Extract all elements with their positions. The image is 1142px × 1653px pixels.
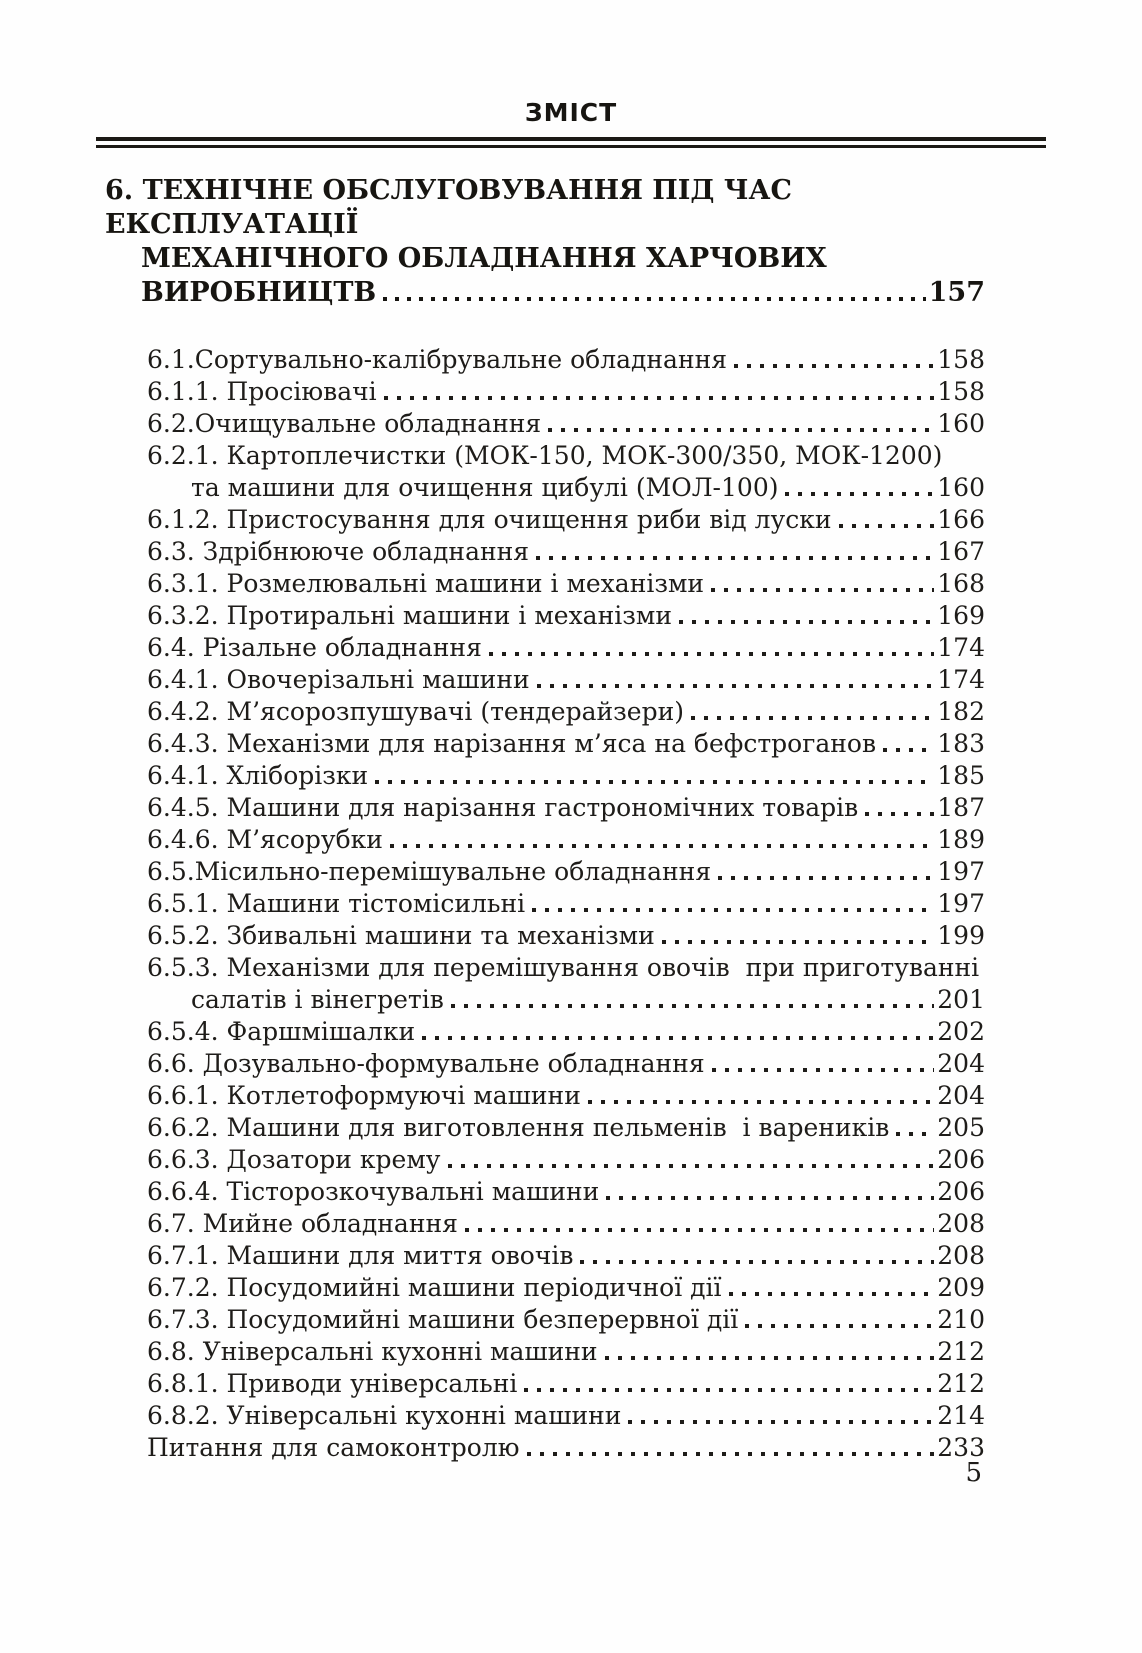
toc-entry-row (147, 856, 985, 888)
dot-leader (537, 684, 935, 688)
page-number: 199 (937, 921, 985, 950)
toc-entry-label: 6.4.5. Машини для нарізання гастрономічних товарів (147, 793, 859, 822)
toc-entry-label: 6.8. Універсальні кухонні машини (147, 1337, 598, 1366)
dot-leader (548, 428, 934, 432)
chapter-title-text: ТЕХНІЧНЕ ОБСЛУГОВУВАННЯ ПІД ЧАС ЕКСПЛУАТАЦІЇ (105, 175, 792, 240)
page-number: 197 (937, 889, 985, 918)
dot-leader (679, 620, 934, 624)
toc-entry-row (147, 1016, 985, 1048)
page-number: 206 (937, 1145, 985, 1174)
dot-leader (883, 748, 934, 752)
dot-leader (465, 1228, 934, 1232)
toc-entry (147, 600, 985, 632)
page-number: 183 (937, 729, 985, 758)
toc-entry-row (147, 1336, 985, 1368)
toc-entry-label: 6.1.1. Просіювачі (147, 377, 377, 406)
toc-entry (147, 760, 985, 792)
dot-leader (383, 297, 925, 301)
toc-entry-row (147, 344, 985, 376)
toc-entry-label: 6.4.3. Механізми для нарізання м’яса на бефстроганов (147, 729, 877, 758)
toc-entry (147, 1208, 985, 1240)
toc-entry (147, 344, 985, 376)
toc-entry (147, 440, 985, 504)
dot-leader (605, 1356, 935, 1360)
toc-entry-row (147, 632, 985, 664)
toc-entry (147, 1144, 985, 1176)
toc-entry-row (147, 1368, 985, 1400)
dot-leader (524, 1388, 934, 1392)
page-number: 182 (937, 697, 985, 726)
toc-entry-row (147, 1048, 985, 1080)
page-number: 158 (937, 345, 985, 374)
page-number: 174 (937, 665, 985, 694)
dot-leader (532, 908, 934, 912)
toc-entry (147, 536, 985, 568)
dot-leader (711, 588, 934, 592)
toc-entry (147, 824, 985, 856)
header-double-rule (96, 137, 1046, 148)
page-number: 204 (937, 1049, 985, 1078)
dot-leader (588, 1100, 934, 1104)
page-number: 185 (937, 761, 985, 790)
chapter-page-number: 157 (928, 277, 985, 308)
page-number: 208 (937, 1241, 985, 1270)
toc-entry-label: 6.4.1. Хліборізки (147, 761, 369, 790)
page-number: 210 (937, 1305, 985, 1334)
toc-entry-row (147, 1400, 985, 1432)
toc-entry-label: 6.3.2. Протиральні машини і механізми (147, 601, 672, 630)
toc-entry-label: 6.6.1. Котлетоформуючі машини (147, 1081, 581, 1110)
toc-entry-row (147, 1144, 985, 1176)
toc-entry-row (147, 664, 985, 696)
page-title: ЗМІСТ (524, 98, 618, 127)
toc-entry (147, 1112, 985, 1144)
toc-entry (147, 728, 985, 760)
page-number: 197 (937, 857, 985, 886)
toc-entry-label: та машини для очищення цибулі (МОЛ-100) (191, 473, 779, 502)
toc-entry-row (147, 984, 985, 1016)
page-number: 168 (937, 569, 985, 598)
toc-entry-row (147, 376, 985, 408)
toc-entry (147, 1336, 985, 1368)
toc-entry-label: 6.8.2. Універсальні кухонні машини (147, 1401, 622, 1430)
toc-entry (147, 1368, 985, 1400)
chapter-title-line-1 (105, 174, 985, 242)
toc-content (105, 174, 985, 1464)
dot-leader (745, 1324, 934, 1328)
toc-entry-label: салатів і вінегретів (191, 985, 444, 1014)
toc-entry-label: 6.4. Різальне обладнання (147, 633, 482, 662)
toc-entry (147, 664, 985, 696)
page-number: 212 (937, 1369, 985, 1398)
toc-entry-first-line: 6.2.1. Картоплечистки (МОК-150, МОК-300/350, МОК-1200) (147, 441, 943, 470)
toc-entry-row (147, 728, 985, 760)
toc-list (105, 344, 985, 1464)
toc-entry-label: 6.6.3. Дозатори крему (147, 1145, 441, 1174)
toc-entry-label: 6.4.1. Овочерізальні машини (147, 665, 530, 694)
dot-leader (718, 876, 934, 880)
page-number: 212 (937, 1337, 985, 1366)
page-number: 174 (937, 633, 985, 662)
page-number: 214 (937, 1401, 985, 1430)
toc-entry-label: 6.7.1. Машини для миття овочів (147, 1241, 574, 1270)
toc-entry-label: 6.1.Сортувально-калібрувальне обладнання (147, 345, 728, 374)
toc-entry-label: 6.3. Здрібнююче обладнання (147, 537, 530, 566)
toc-entry (147, 568, 985, 600)
toc-entry (147, 376, 985, 408)
toc-entry-row (147, 536, 985, 568)
toc-entry-label: 6.5.Місильно-перемішувальне обладнання (147, 857, 712, 886)
toc-entry-row (147, 696, 985, 728)
dot-leader (580, 1260, 934, 1264)
page-number: 201 (937, 985, 985, 1014)
dot-leader (785, 492, 934, 496)
page-number: 167 (937, 537, 985, 566)
toc-entry (147, 504, 985, 536)
chapter-title-line-2: МЕХАНІЧНОГО ОБЛАДНАННЯ ХАРЧОВИХ (141, 243, 827, 274)
toc-entry (147, 1272, 985, 1304)
toc-entry (147, 1176, 985, 1208)
page-number: 166 (937, 505, 985, 534)
page-number: 169 (937, 601, 985, 630)
dot-leader (451, 1004, 934, 1008)
toc-entry-label: 6.2.Очищувальне обладнання (147, 409, 542, 438)
toc-entry (147, 632, 985, 664)
chapter-number: 6. (105, 175, 134, 206)
page-number: 158 (937, 377, 985, 406)
toc-entry-row (147, 1432, 985, 1464)
dot-leader (536, 556, 934, 560)
toc-entry-row (147, 888, 985, 920)
toc-entry-label: 6.4.6. М’ясорубки (147, 825, 383, 854)
toc-entry (147, 1240, 985, 1272)
page-number: 233 (937, 1433, 985, 1462)
toc-entry-label: 6.7.2. Посудомийні машини періодичної дії (147, 1273, 722, 1302)
toc-entry-row (147, 1272, 985, 1304)
chapter-title-line-3 (105, 276, 985, 310)
chapter-title (105, 174, 985, 310)
toc-entry-row (147, 920, 985, 952)
dot-leader (375, 780, 934, 784)
toc-entry-label: 6.1.2. Пристосування для очищення риби від луски (147, 505, 832, 534)
page-number: 209 (937, 1273, 985, 1302)
toc-entry-row (147, 408, 985, 440)
toc-entry-row (147, 568, 985, 600)
toc-entry-label: 6.5.2. Збивальні машини та механізми (147, 921, 655, 950)
toc-entry (147, 1400, 985, 1432)
page-number: 160 (937, 473, 985, 502)
dot-leader (422, 1036, 934, 1040)
dot-leader (729, 1292, 935, 1296)
dot-leader (390, 844, 934, 848)
toc-entry-row (147, 1176, 985, 1208)
dot-leader (384, 396, 935, 400)
dot-leader (628, 1420, 934, 1424)
toc-entry-label: 6.6. Дозувально-формувальне обладнання (147, 1049, 705, 1078)
toc-entry-row (147, 760, 985, 792)
dot-leader (489, 652, 934, 656)
toc-entry (147, 408, 985, 440)
chapter-title-line-3-text: ВИРОБНИЦТВ (141, 277, 377, 308)
toc-entry-row (147, 1304, 985, 1336)
dot-leader (865, 812, 934, 816)
dot-leader (896, 1132, 934, 1136)
dot-leader (712, 1068, 935, 1072)
toc-entry-label: 6.5.4. Фаршмішалки (147, 1017, 416, 1046)
dot-leader (606, 1196, 934, 1200)
toc-entry-label: 6.5.1. Машини тістомісильні (147, 889, 526, 918)
dot-leader (734, 364, 934, 368)
dot-leader (691, 716, 934, 720)
toc-entry-row (147, 1240, 985, 1272)
toc-entry (147, 1432, 985, 1464)
page-number: 202 (937, 1017, 985, 1046)
toc-entry-row (147, 504, 985, 536)
page-number: 208 (937, 1209, 985, 1238)
toc-entry-first-line: 6.5.3. Механізми для перемішування овочів при приготуванні (147, 953, 980, 982)
dot-leader (662, 940, 935, 944)
toc-entry-row (147, 1112, 985, 1144)
toc-entry (147, 1304, 985, 1336)
toc-entry-label: Питання для самоконтролю (147, 1433, 520, 1462)
folio-page-number: 5 (965, 1458, 982, 1488)
dot-leader (448, 1164, 935, 1168)
page-number: 189 (937, 825, 985, 854)
toc-entry-label: 6.7.3. Посудомийні машини безперервної дії (147, 1305, 739, 1334)
page-number: 206 (937, 1177, 985, 1206)
page-number: 160 (937, 409, 985, 438)
toc-entry (147, 696, 985, 728)
page-number: 204 (937, 1081, 985, 1110)
toc-entry-label: 6.7. Мийне обладнання (147, 1209, 458, 1238)
page-number: 205 (937, 1113, 985, 1142)
dot-leader (527, 1452, 935, 1456)
toc-entry (147, 888, 985, 920)
toc-entry-label: 6.8.1. Приводи універсальні (147, 1369, 518, 1398)
toc-entry (147, 856, 985, 888)
dot-leader (839, 524, 935, 528)
toc-entry-label: 6.6.4. Тісторозкочувальні машини (147, 1177, 600, 1206)
toc-entry (147, 920, 985, 952)
toc-entry-row (147, 792, 985, 824)
toc-entry-label: 6.6.2. Машини для виготовлення пельменів і вареників (147, 1113, 890, 1142)
page-number: 187 (937, 793, 985, 822)
toc-entry (147, 792, 985, 824)
toc-entry (147, 1048, 985, 1080)
toc-entry (147, 952, 985, 1016)
toc-entry-label: 6.4.2. М’ясорозпушувачі (тендерайзери) (147, 697, 684, 726)
toc-entry-row (147, 824, 985, 856)
toc-entry-row (147, 1208, 985, 1240)
toc-entry (147, 1016, 985, 1048)
toc-entry (147, 1080, 985, 1112)
toc-entry-row (147, 600, 985, 632)
toc-entry-row (147, 1080, 985, 1112)
toc-entry-label: 6.3.1. Розмелювальні машини і механізми (147, 569, 705, 598)
toc-entry-row (147, 472, 985, 504)
